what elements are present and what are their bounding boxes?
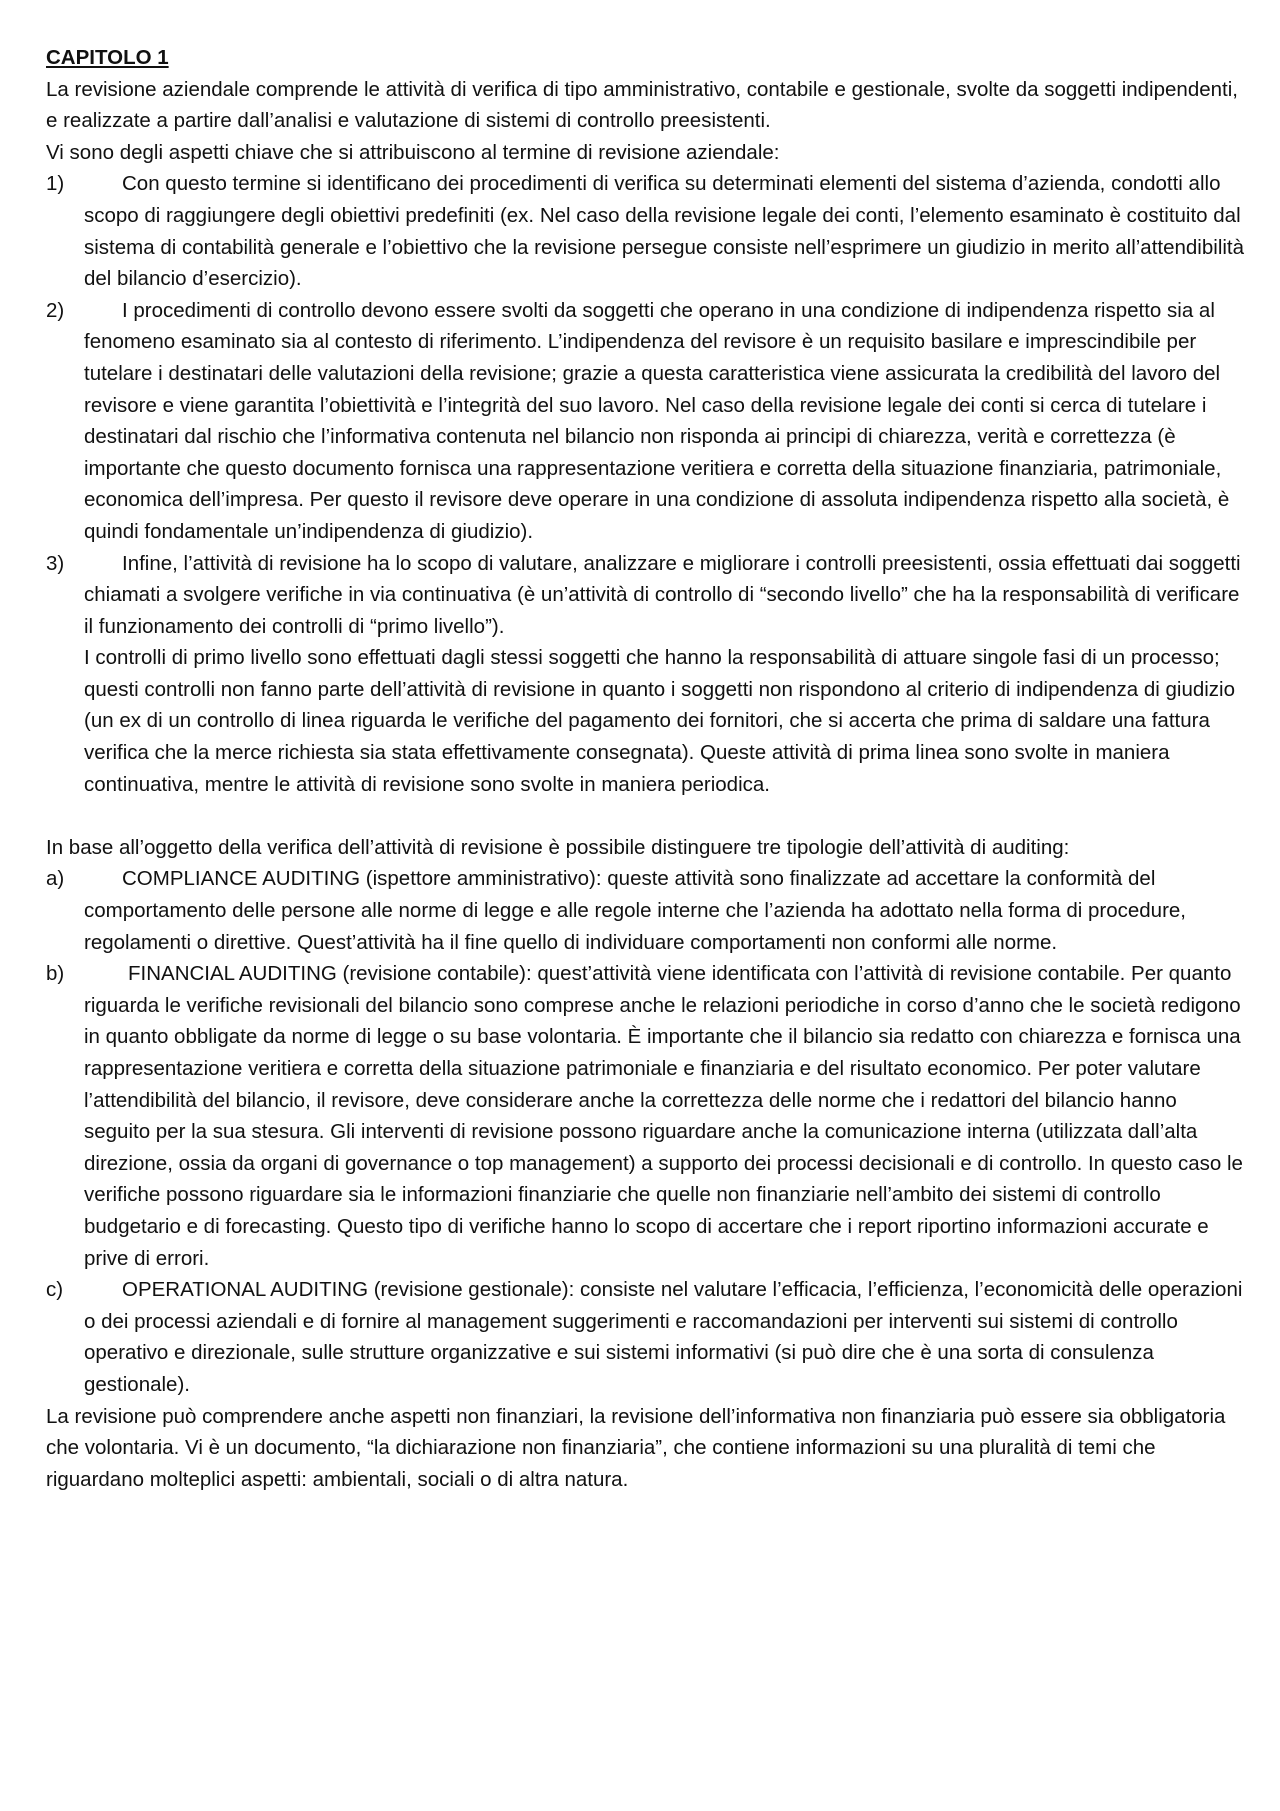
typologies-intro: In base all’oggetto della verifica dell’attività di revisione è possibile distinguere tre tipologie dell’attività di auditing: [46, 835, 1070, 859]
list-marker: a) [46, 867, 65, 891]
paragraph-spacer [46, 800, 1246, 832]
typology-item [46, 958, 1246, 1274]
list-marker: 2) [46, 298, 65, 322]
list-item-text: I procedimenti di controllo devono essere svolti da soggetti che operano in una condizione di indipendenza rispetto sia al fenomeno esaminato sia al contesto di riferimento. L’indipendenza del revisore è un requisito basilare e imprescindibile per tutelare i destinatari delle valutazioni della revisione; grazie a questa caratteristica viene assicurata la credibilità del lavoro del revisore e viene garantita l’obiettività e l’integrità del suo lavoro. Nel caso della revisione legale dei conti si cerca di tutelare i destinatari dal rischio che l’informativa contenuta nel bilancio non risponda ai principi di chiarezza, verità e correttezza (è importante che questo documento fornisca una rappresentazione veritiera e corretta della situazione finanziaria, patrimoniale, economica dell’impresa. Per questo il revisore deve operare in una condizione di assoluta indipendenza rispetto alla società, è quindi fondamentale un’indipendenza di giudizio). [84, 298, 1230, 543]
list-item-text: COMPLIANCE AUDITING (ispettore amministrativo): queste attività sono finalizzate ad accettare la conformità del comportamento delle persone alle norme di legge e alle regole interne che l’azienda ha adottato nella forma di procedure, regolamenti o direttive. Quest’attività ha il fine quello di individuare comportamenti non conformi alle norme. [84, 867, 1186, 954]
intro-paragraph: La revisione aziendale comprende le attività di verifica di tipo amministrativo, contabile e gestionale, svolte da soggetti indipendenti, e realizzate a partire dall’analisi e valutazione di sistemi di controllo preesistenti. [46, 77, 1238, 133]
list-item-text: FINANCIAL AUDITING (revisione contabile): quest’attività viene identificata con l’attività di revisione contabile. Per quanto riguarda le verifiche revisionali del bilancio sono comprese anche le relazioni periodiche in corso d’anno che le società redigono in quanto obbligate da norme di legge o su base volontaria. È importante che il bilancio sia redatto con chiarezza e fornisca una rappresentazione veritiera e corretta della situazione patrimoniale e finanziaria e del risultato economico. Per poter valutare l’attendibilità del bilancio, il revisore, deve considerare anche la correttezza delle norme che i redattori del bilancio hanno seguito per la sua stesura. Gli interventi di revisione possono riguardare anche la comunicazione interna (utilizzata dall’alta direzione, ossia da organi di governance o top management) a supporto dei processi decisionali e di controllo. In questo caso le verifiche possono riguardare sia le informazioni finanziarie che quelle non finanziarie nell’ambito dei sistemi di controllo budgetario e di forecasting. Questo tipo di verifiche hanno lo scopo di accertare che i report riportino informazioni accurate e prive di errori. [84, 962, 1243, 1270]
list-item-continuation: I controlli di primo livello sono effettuati dagli stessi soggetti che hanno la responsabilità di attuare singole fasi di un processo; questi controlli non fanno parte dell’attività di revisione in quanto i soggetti non rispondono al criterio di indipendenza di giudizio (un ex di un controllo di linea riguarda le verifiche del pagamento dei fornitori, che si accerta che prima di saldare una fattura verifica che la merce richiesta sia stata effettivamente consegnata). Queste attività di prima linea sono svolte in maniera continuativa, mentre le attività di revisione sono svolte in maniera periodica. [84, 646, 1236, 796]
list-marker: c) [46, 1278, 64, 1302]
list-marker: 1) [46, 172, 65, 196]
intro-lead-in: Vi sono degli aspetti chiave che si attribuiscono al termine di revisione aziendale: [46, 140, 780, 164]
closing-paragraph: La revisione può comprendere anche aspetti non finanziari, la revisione dell’informativa non finanziaria può essere sia obbligatoria che volontaria. Vi è un documento, “la dichiarazione non finanziaria”, che contiene informazioni su una pluralità di temi che riguardano molteplici aspetti: ambientali, sociali o di altra natura. [46, 1404, 1226, 1491]
list-item-text: OPERATIONAL AUDITING (revisione gestionale): consiste nel valutare l’efficacia, l’efficienza, l’economicità delle operazioni o dei processi aziendali e di fornire al management suggerimenti e raccomandazioni per interventi sui sistemi di controllo operativo e direzionale, sulle strutture organizzative e sui sistemi informativi (si può dire che è una sorta di consulenza gestionale). [84, 1278, 1243, 1396]
key-aspect-item [46, 548, 1246, 643]
typology-item [46, 1274, 1246, 1400]
list-marker: b) [46, 962, 65, 986]
key-aspect-item [46, 295, 1246, 548]
list-item-text: Infine, l’attività di revisione ha lo scopo di valutare, analizzare e migliorare i controlli preesistenti, ossia effettuati dai soggetti chiamati a svolgere verifiche in via continuativa (è un’attività di controllo di “secondo livello” che ha la responsabilità di verificare il funzionamento dei controlli di “primo livello”). [84, 551, 1241, 638]
key-aspect-item [46, 168, 1246, 294]
typology-item [46, 863, 1246, 958]
list-marker: 3) [46, 551, 65, 575]
document-page [46, 42, 1246, 1495]
chapter-title: CAPITOLO 1 [46, 46, 169, 69]
list-item-text: Con questo termine si identificano dei procedimenti di verifica su determinati elementi del sistema d’azienda, condotti allo scopo di raggiungere degli obiettivi predefiniti (ex. Nel caso della revisione legale dei conti, l’elemento esaminato è costituito dal sistema di contabilità generale e l’obiettivo che la revisione persegue consiste nell’esprimere un giudizio in merito all’attendibilità del bilancio d’esercizio). [84, 172, 1245, 291]
